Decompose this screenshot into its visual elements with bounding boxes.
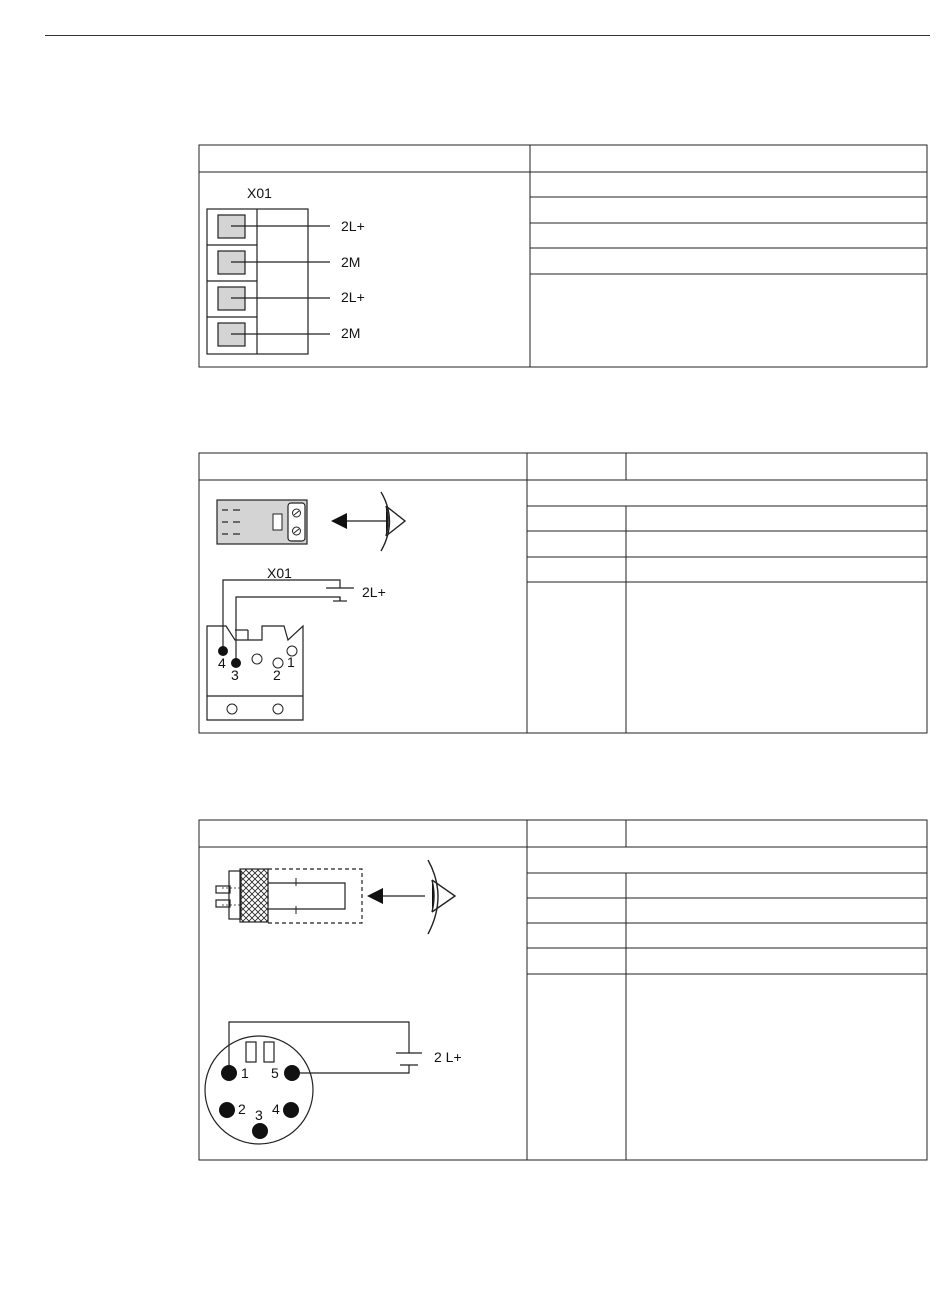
supply-label: 2L+ bbox=[362, 584, 386, 600]
table-3 bbox=[199, 820, 927, 1160]
pin-number-2: 2 bbox=[273, 667, 281, 683]
pin-number-3: 3 bbox=[255, 1107, 263, 1123]
rear-view-wiring-diagram bbox=[207, 565, 386, 720]
pin-number-4: 4 bbox=[218, 655, 226, 671]
pin-number-5: 5 bbox=[271, 1065, 279, 1081]
cable-housing-outline bbox=[268, 869, 362, 923]
pin-label-4: 2M bbox=[341, 325, 361, 341]
knurled-nut bbox=[240, 869, 268, 922]
view-direction-arrow-icon bbox=[331, 513, 347, 529]
pin-number-1: 1 bbox=[287, 654, 295, 670]
pin-label-3: 2L+ bbox=[341, 289, 365, 305]
connector-side-view bbox=[217, 492, 405, 551]
pin-number-4: 4 bbox=[272, 1101, 280, 1117]
connector-label: X01 bbox=[247, 185, 272, 201]
latch-slot bbox=[273, 514, 282, 530]
pin-number-2: 2 bbox=[238, 1101, 246, 1117]
pin-5-contact bbox=[284, 1065, 300, 1081]
coding-key bbox=[264, 1042, 274, 1062]
pin-label-2: 2M bbox=[341, 254, 361, 270]
pin-2-contact bbox=[219, 1102, 235, 1118]
connector-rear-housing bbox=[207, 626, 303, 720]
pin-1-contact bbox=[221, 1065, 237, 1081]
pin-number-3: 3 bbox=[231, 667, 239, 683]
pin-3-contact bbox=[252, 1123, 268, 1139]
connector-label: X01 bbox=[267, 565, 292, 581]
coding-key bbox=[246, 1042, 256, 1062]
round-plug-side-view bbox=[216, 860, 455, 934]
eye-icon bbox=[428, 860, 455, 934]
view-direction-arrow-icon bbox=[367, 888, 383, 904]
plug-collar bbox=[229, 871, 241, 919]
pin-number-1: 1 bbox=[241, 1065, 249, 1081]
pin-hole bbox=[252, 654, 262, 664]
plug-pin bbox=[216, 886, 230, 893]
supply-label: 2 L+ bbox=[434, 1049, 462, 1065]
table-3-frame bbox=[199, 820, 927, 1160]
table-2-frame bbox=[199, 453, 927, 733]
mounting-hole bbox=[273, 704, 283, 714]
mounting-hole bbox=[227, 704, 237, 714]
terminal-block-diagram bbox=[207, 185, 365, 354]
cable-path bbox=[268, 883, 345, 909]
plug-pin bbox=[216, 900, 230, 907]
round-socket-front-view bbox=[205, 1022, 462, 1144]
table-2 bbox=[199, 453, 927, 733]
pin-4-contact bbox=[283, 1102, 299, 1118]
pin-label-1: 2L+ bbox=[341, 218, 365, 234]
